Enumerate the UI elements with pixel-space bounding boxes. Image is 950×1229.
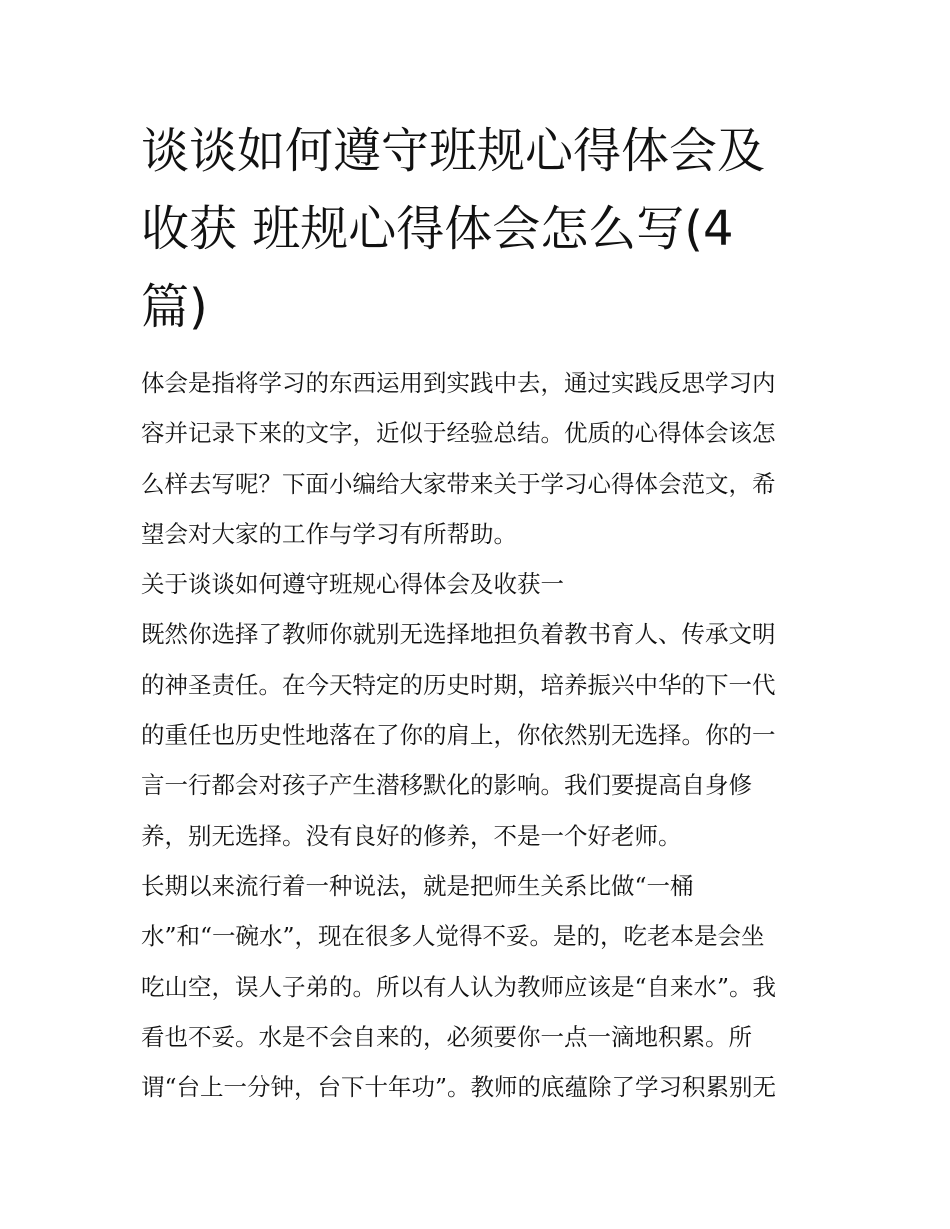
paragraph-line: 言一行都会对孩子产生潜移默化的影响。我们要提高自身修 <box>141 771 752 800</box>
document-title <box>141 112 811 346</box>
paragraph-line: 的重任也历史性地落在了你的肩上，你依然别无选择。你的一 <box>141 721 776 750</box>
intro-line: 么样去写呢？下面小编给大家带来关于学习心得体会范文，希 <box>141 469 776 498</box>
title-line: 篇) <box>141 279 208 335</box>
intro-line: 望会对大家的工作与学习有所帮助。 <box>141 519 517 548</box>
section-heading: 关于谈谈如何遵守班规心得体会及收获一 <box>141 570 564 599</box>
paragraph-line: 吃山空，误人子弟的。所以有人认为教师应该是“自来水”。我 <box>141 972 777 1001</box>
paragraph-line: 的神圣责任。在今天特定的历史时期，培养振兴中华的下一代 <box>141 670 776 699</box>
paragraph-line: 谓“台上一分钟，台下十年功”。教师的底蕴除了学习积累别无 <box>141 1073 777 1102</box>
intro-line: 容并记录下来的文字，近似于经验总结。优质的心得体会该怎 <box>141 419 776 448</box>
paragraph-line: 养，别无选择。没有良好的修养，不是一个好老师。 <box>141 821 682 850</box>
title-line: 收获 班规心得体会怎么写(4 <box>141 201 734 257</box>
title-line: 谈谈如何遵守班规心得体会及 <box>141 123 766 179</box>
paragraph-line: 水”和“一碗水”，现在很多人觉得不妥。是的，吃老本是会坐 <box>141 922 765 951</box>
paragraph-line: 长期以来流行着一种说法，就是把师生关系比做“一桶 <box>141 871 694 900</box>
paragraph-line: 既然你选择了教师你就别无选择地担负着教书育人、传承文明 <box>141 620 776 649</box>
document-body <box>141 358 821 1112</box>
paragraph-line: 看也不妥。水是不会自来的，必须要你一点一滴地积累。所 <box>141 1022 752 1051</box>
intro-line: 体会是指将学习的东西运用到实践中去，通过实践反思学习内 <box>141 369 776 397</box>
